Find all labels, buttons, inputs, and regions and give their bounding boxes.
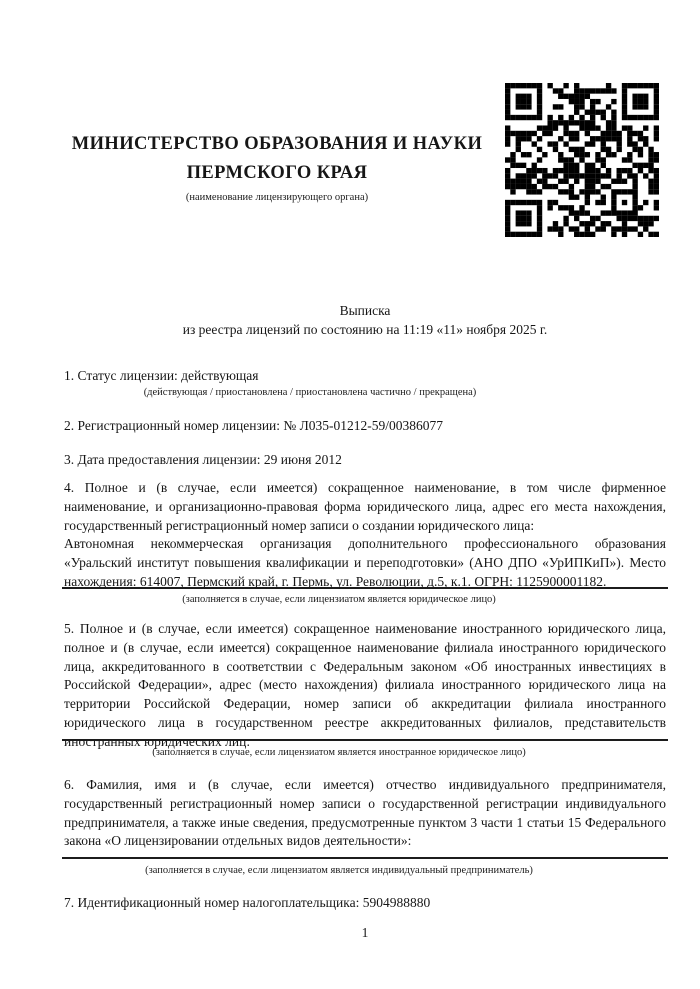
registration-number-line: 2. Регистрационный номер лицензии: № Л035-01212-59/00386077 [64, 418, 444, 433]
divider-rule [62, 739, 668, 741]
document-title: Выписка [339, 303, 391, 318]
license-date-line: 3. Дата предоставления лицензии: 29 июня 2012 [64, 452, 342, 467]
entrepreneur-clause: 6. Фамилия, имя и (в случае, если имеется) отчество индивидуального предпринимателя, государственный регистрационный номер записи о государственной регистрации индивидуального предпринимателя, а также иные сведения, предусмотренные пунктом 3 части 1 статьи 15 Федерального закона «О лицензировании отдельных видов деятельности»: [64, 777, 666, 849]
licensing-authority-header [62, 130, 492, 204]
page-number: 1 [361, 925, 369, 940]
legal-entity-clause: 4. Полное и (в случае, если имеется) сокращенное наименование, в том числе фирменное наименование, и организационно-правовая форма юридического лица, адрес его места нахождения, государственный регистрационный номер записи о создании юридического лица: [64, 480, 666, 533]
legal-entity-caption: (заполняется в случае, если лицензиатом является юридическое лицо) [182, 594, 496, 605]
entrepreneur-caption: (заполняется в случае, если лицензиатом является индивидуальный предприниматель) [145, 865, 533, 876]
license-status-line: 1. Статус лицензии: действующая [64, 368, 259, 383]
authority-caption: (наименование лицензирующего органа) [185, 192, 369, 203]
foreign-entity-caption: (заполняется в случае, если лицензиатом является иностранное юридическое лицо) [152, 747, 526, 758]
status-options-caption: (действующая / приостановлена / приостановлена частично / прекращена) [143, 387, 477, 398]
divider-rule [62, 587, 668, 589]
inn-line: 7. Идентификационный номер налогоплательщика: 5904988880 [64, 895, 431, 910]
authority-name-line1: МИНИСТЕРСТВО ОБРАЗОВАНИЯ И НАУКИ [71, 134, 483, 154]
foreign-entity-clause: 5. Полное и (в случае, если имеется) сокращенное наименование иностранного юридического лица, полное и (в случае, если имеется) сокращенное наименование филиала иностранного юридического лица, аккредитованного в соответствии с Федеральным законом «Об иностранных инвестициях в Российской Федерации», адрес (место нахождения) филиала иностранного юридического лица на территории Российской Федерации, номер записи об аккредитации филиала иностранного юридического лица в государственном реестре аккредитованных филиалов, представительств иностранных юридических лиц: [64, 621, 666, 749]
authority-name-line2: ПЕРМСКОГО КРАЯ [186, 163, 368, 183]
document-subtitle: из реестра лицензий по состоянию на 11:19 «11» ноября 2025 г. [182, 322, 548, 337]
divider-rule [62, 857, 668, 859]
document-title-block [62, 301, 668, 339]
legal-entity-value: Автономная некоммерческая организация дополнительного профессионального образования «Уральский институт повышения квалификации и переподготовки» (АНО ДПО «УрИПКиП»). Место нахождения: 614007, Пермский край, г. Пермь, ул. Революции, д.5, к.1. ОГРН: 1125900001182. [64, 536, 666, 589]
qr-code-icon [505, 83, 659, 237]
